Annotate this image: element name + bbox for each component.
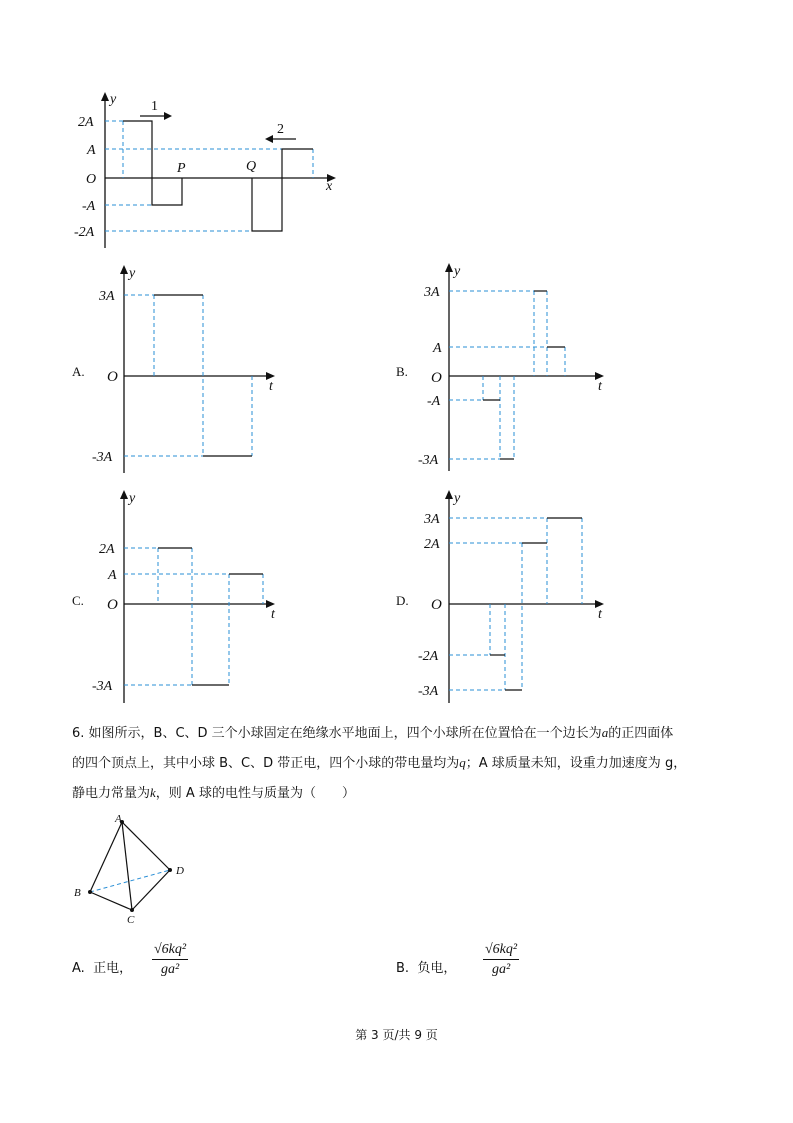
option-b-graph[interactable] xyxy=(410,258,620,473)
tetrahedron-diagram xyxy=(70,810,200,925)
answer-b-fraction: $\frac{\text{√6kq²}}{\text{ga²}}$ xyxy=(485,942,518,977)
option-d-letter[interactable]: D. xyxy=(396,593,409,608)
svg-text:-A: -A xyxy=(427,394,441,409)
option-d-graph[interactable] xyxy=(410,485,620,705)
tick-neg-2A: -2A xyxy=(74,225,95,240)
vertex-d-label: D xyxy=(176,865,184,877)
question-line-1: 6. 如图所示，B、C、D 三个小球固定在绝缘水平地面上，四个小球所在位置恰在一个边长为a的正四面体 xyxy=(72,725,674,741)
wave-1-label: 1 xyxy=(151,99,158,114)
svg-text:A: A xyxy=(108,568,117,583)
svg-text:-3A: -3A xyxy=(92,679,113,694)
tick-neg-A: -A xyxy=(82,199,96,214)
option-a-graph[interactable] xyxy=(85,260,295,475)
option-c-graph[interactable] xyxy=(85,485,295,705)
wave-1-outline xyxy=(123,121,182,205)
svg-text:3A: 3A xyxy=(424,512,440,527)
svg-text:-3A: -3A xyxy=(92,450,113,465)
question-line-2: 的四个顶点上，其中小球 B、C、D 带正电，四个小球的带电量均为q；A 球质量未知，设重力加速度为 g， xyxy=(72,755,687,771)
svg-text:y: y xyxy=(454,491,461,506)
y-axis-arrow xyxy=(101,92,109,101)
wave-2-label: 2 xyxy=(277,122,284,137)
svg-text:O: O xyxy=(107,597,118,613)
svg-text:t: t xyxy=(598,379,602,394)
point-p-label: P xyxy=(177,161,186,176)
svg-text:t: t xyxy=(598,607,602,622)
vertex-b-label: B xyxy=(74,887,81,899)
svg-text:O: O xyxy=(431,597,442,613)
svg-text:A: A xyxy=(433,341,442,356)
svg-text:-3A: -3A xyxy=(418,453,439,468)
option-b-letter[interactable]: B. xyxy=(396,364,408,379)
svg-text:t: t xyxy=(269,379,273,394)
y-label: y xyxy=(110,92,117,107)
x-label: x xyxy=(326,179,333,194)
svg-text:-3A: -3A xyxy=(418,684,439,699)
vertex-c-label: C xyxy=(127,914,135,926)
svg-text:y: y xyxy=(454,264,461,279)
svg-text:y: y xyxy=(129,266,136,281)
option-a-letter[interactable]: A. xyxy=(72,364,85,379)
svg-text:t: t xyxy=(271,607,275,622)
wave-2-outline xyxy=(252,149,313,231)
svg-text:2A: 2A xyxy=(424,537,440,552)
wave-figure xyxy=(70,88,360,248)
svg-text:O: O xyxy=(107,369,118,385)
answer-b[interactable]: B. 负电， xyxy=(396,961,457,976)
svg-text:3A: 3A xyxy=(99,289,115,304)
svg-text:2A: 2A xyxy=(99,542,115,557)
svg-text:3A: 3A xyxy=(424,285,440,300)
right-arrow-icon xyxy=(164,112,172,120)
svg-text:y: y xyxy=(129,491,136,506)
answer-a[interactable]: A. 正电， xyxy=(72,961,133,976)
left-arrow-icon xyxy=(265,135,273,143)
question-line-3: 静电力常量为k，则 A 球的电性与质量为（ ） xyxy=(72,785,355,801)
vertex-a-label: A xyxy=(115,813,122,825)
svg-text:O: O xyxy=(431,370,442,386)
page-footer: 第 3 页/共 9 页 xyxy=(355,1028,438,1042)
origin-label: O xyxy=(86,172,97,187)
svg-text:-2A: -2A xyxy=(418,649,439,664)
answer-a-fraction: $\frac{\text{√6kq²}}{\text{ga²}}$ xyxy=(154,942,187,977)
option-c-letter[interactable]: C. xyxy=(72,593,84,608)
point-q-label: Q xyxy=(246,159,257,174)
question-6-text xyxy=(72,720,732,807)
tick-A: A xyxy=(87,143,96,158)
tick-2A: 2A xyxy=(78,115,94,130)
